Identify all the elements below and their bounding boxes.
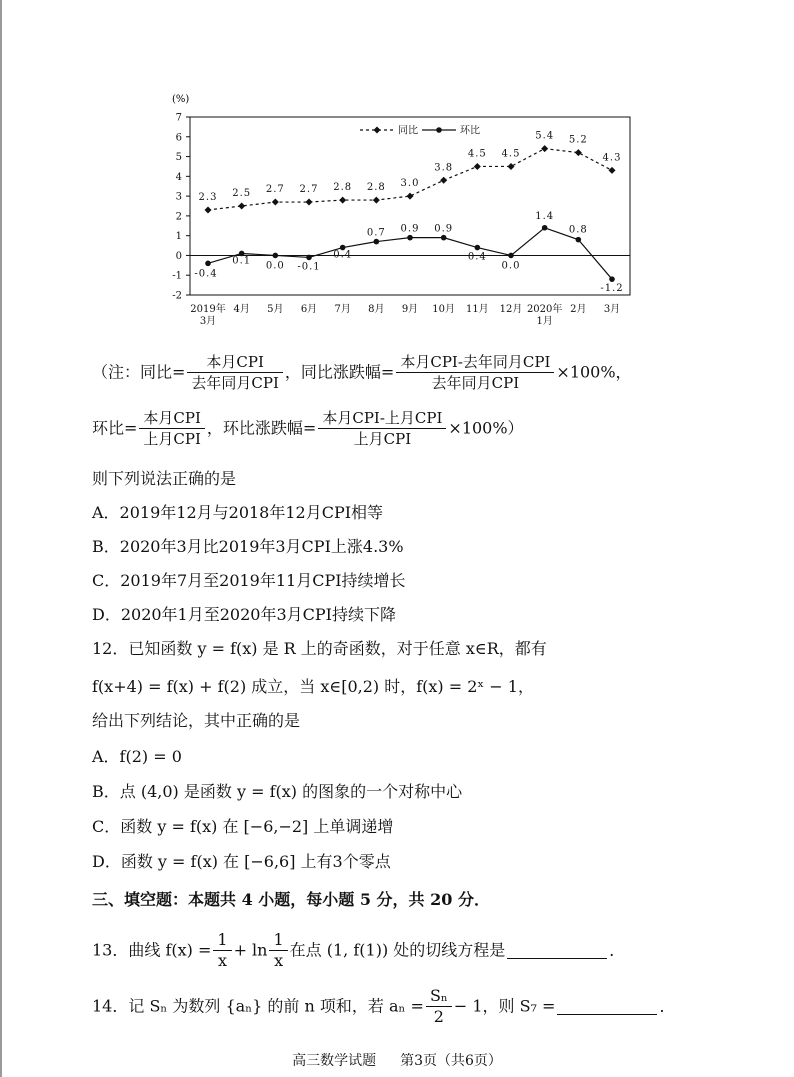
q13-fraction-1: $\frac{1}{x}$ bbox=[213, 930, 231, 971]
x-tick-label: 2月 bbox=[570, 304, 587, 315]
note-open: （注：同比= bbox=[92, 362, 186, 382]
data-point-tongbi bbox=[474, 163, 481, 170]
x-tick-label: 6月 bbox=[300, 304, 318, 315]
q14-fraction: $\frac{\text{Sₙ}}{2}$ bbox=[426, 986, 452, 1027]
plot-frame bbox=[190, 117, 630, 295]
huanbi-prefix: 环比= bbox=[92, 418, 138, 438]
note-line-1 bbox=[92, 352, 632, 398]
data-point-tongbi bbox=[407, 193, 414, 200]
note-tail-2: ×100%） bbox=[448, 418, 524, 438]
q12-option-d: D．函数 y = f(x) 在 [−6,6] 上有3个零点 bbox=[92, 852, 391, 871]
data-point-tongbi bbox=[440, 177, 447, 184]
q14: 14．记 Sₙ 为数列 {aₙ} 的前 n 项和，若 aₙ = $\frac{\text{Sₙ}}{2}$ − 1，则 S₇ = ． bbox=[92, 986, 676, 1026]
data-label-huanbi: 0.0 bbox=[265, 260, 285, 272]
data-point-huanbi bbox=[441, 235, 447, 241]
data-point-tongbi bbox=[541, 145, 548, 152]
data-label-tongbi: 4.5 bbox=[467, 148, 487, 160]
y-axis-unit-label: (%) bbox=[172, 94, 190, 105]
q12-option-c: C．函数 y = f(x) 在 [−6,−2] 上单调递增 bbox=[92, 817, 394, 836]
y-tick-label: 6 bbox=[175, 132, 182, 144]
x-tick-label: 7月 bbox=[334, 304, 351, 315]
data-point-huanbi bbox=[609, 276, 615, 282]
y-tick-label: 1 bbox=[175, 231, 182, 243]
data-label-huanbi: -1.2 bbox=[600, 283, 624, 295]
x-tick-label: 2019年 bbox=[190, 304, 226, 315]
page-footer bbox=[0, 1050, 794, 1070]
data-label-huanbi: 0.9 bbox=[400, 223, 420, 235]
data-point-tongbi bbox=[272, 199, 279, 206]
chart-series bbox=[194, 131, 623, 295]
x-tick-label: 3月 bbox=[199, 316, 217, 327]
data-label-huanbi: 0.9 bbox=[434, 223, 454, 235]
q12-option-b: B．点 (4,0) 是函数 y = f(x) 的图象的一个对称中心 bbox=[92, 782, 463, 801]
y-tick-label: -2 bbox=[172, 290, 182, 302]
data-point-huanbi bbox=[374, 239, 380, 245]
x-tick-label: 2020年 bbox=[526, 304, 563, 315]
data-label-tongbi: 2.8 bbox=[366, 182, 386, 194]
footer-page-number: 第3页（共6页） bbox=[400, 1053, 502, 1069]
y-tick-label: 7 bbox=[175, 112, 182, 124]
x-axis-ticks bbox=[190, 302, 620, 327]
x-tick-label: 9月 bbox=[401, 304, 419, 315]
data-label-huanbi: 0.8 bbox=[568, 224, 588, 236]
q11-option-d: D．2020年1月至2020年3月CPI持续下降 bbox=[92, 605, 396, 624]
x-tick-label: 4月 bbox=[233, 304, 250, 315]
data-label-huanbi: 0.4 bbox=[333, 249, 353, 261]
x-tick-label: 5月 bbox=[267, 304, 284, 315]
data-label-tongbi: 3.8 bbox=[434, 162, 454, 174]
y-tick-label: 3 bbox=[175, 191, 182, 203]
q13: 13．曲线 f(x) = $\frac{1}{x}$ + ln $\frac{1}{x}$ 在点 (1, f(1)) 处的切线方程是 ． bbox=[92, 930, 626, 970]
chart-legend bbox=[360, 124, 480, 137]
data-point-tongbi bbox=[339, 197, 346, 204]
q12-line-1: 12．已知函数 y = f(x) 是 R 上的奇函数，对于任意 x∈R，都有 bbox=[92, 639, 547, 658]
data-label-tongbi: 2.5 bbox=[232, 188, 252, 199]
x-tick-label: 3月 bbox=[603, 304, 621, 315]
y-tick-label: 0 bbox=[175, 250, 182, 262]
data-point-huanbi bbox=[576, 237, 582, 243]
data-point-tongbi bbox=[238, 203, 245, 210]
legend-label-tongbi: 同比 bbox=[398, 125, 418, 137]
q11-stem: 则下列说法正确的是 bbox=[92, 469, 237, 488]
data-label-tongbi: 2.8 bbox=[333, 182, 353, 194]
data-point-huanbi bbox=[273, 253, 279, 259]
data-label-tongbi: 2.3 bbox=[198, 191, 218, 203]
data-point-huanbi bbox=[508, 253, 514, 259]
q11-option-a: A．2019年12月与2018年12月CPI相等 bbox=[92, 503, 384, 522]
y-tick-label: -1 bbox=[172, 270, 182, 282]
y-tick-label: 4 bbox=[175, 171, 182, 183]
q14-answer-blank[interactable] bbox=[557, 998, 657, 1015]
data-point-huanbi bbox=[306, 255, 312, 261]
huanbi-fraction: $\frac{\text{本月CPI}}{\text{上月CPI}}$ bbox=[139, 408, 205, 449]
section-3-heading: 三、填空题：本题共 4 小题，每小题 5 分，共 20 分． bbox=[92, 890, 490, 909]
tongbi-change-fraction: $\frac{\text{本月CPI-去年同月CPI}}{\text{去年同月CPI}}$ bbox=[396, 352, 554, 393]
note-mid-1: ，同比涨跌幅= bbox=[284, 362, 395, 382]
cpi-line-chart bbox=[0, 0, 794, 340]
y-tick-label: 2 bbox=[175, 211, 182, 223]
q11-option-c: C．2019年7月至2019年11月CPI持续增长 bbox=[92, 571, 406, 590]
data-label-tongbi: 4.3 bbox=[602, 152, 622, 164]
data-label-huanbi: 0.4 bbox=[467, 251, 487, 263]
tongbi-fraction: $\frac{\text{本月CPI}}{\text{去年同月CPI}}$ bbox=[187, 352, 283, 393]
legend-marker-huanbi bbox=[436, 127, 442, 133]
x-tick-label: 10月 bbox=[432, 304, 456, 315]
data-label-huanbi: 0.1 bbox=[232, 255, 252, 267]
data-point-huanbi bbox=[407, 235, 413, 241]
data-label-huanbi: 1.4 bbox=[535, 210, 555, 222]
data-label-huanbi: 0.0 bbox=[501, 260, 521, 272]
data-label-tongbi: 3.0 bbox=[400, 178, 420, 190]
data-label-tongbi: 5.4 bbox=[535, 130, 555, 142]
data-point-huanbi bbox=[542, 225, 548, 231]
data-label-huanbi: -0.1 bbox=[297, 261, 321, 273]
x-tick-label: 12月 bbox=[499, 304, 523, 315]
note-tail-1: ×100%， bbox=[556, 362, 632, 382]
data-label-huanbi: 0.7 bbox=[366, 227, 386, 239]
q13-answer-blank[interactable] bbox=[507, 942, 607, 959]
q12-option-a: A．f(2) = 0 bbox=[92, 747, 182, 766]
footer-subject: 高三数学试题 bbox=[292, 1053, 377, 1069]
q12-stem: 给出下列结论，其中正确的是 bbox=[92, 711, 301, 730]
data-label-huanbi: -0.4 bbox=[194, 268, 218, 280]
data-point-huanbi bbox=[205, 261, 211, 267]
data-point-tongbi bbox=[205, 206, 212, 213]
data-label-tongbi: 5.2 bbox=[568, 134, 588, 146]
data-point-tongbi bbox=[306, 199, 313, 206]
legend-label-huanbi: 环比 bbox=[460, 125, 480, 137]
x-tick-label: 8月 bbox=[368, 304, 385, 315]
data-label-tongbi: 2.7 bbox=[265, 184, 285, 196]
y-tick-label: 5 bbox=[175, 152, 182, 164]
q11-option-b: B．2020年3月比2019年3月CPI上涨4.3% bbox=[92, 537, 404, 556]
huanbi-change-fraction: $\frac{\text{本月CPI-上月CPI}}{\text{上月CPI}}$ bbox=[318, 408, 446, 449]
data-label-tongbi: 2.7 bbox=[299, 184, 319, 196]
x-tick-label: 11月 bbox=[465, 304, 489, 315]
note-line-2 bbox=[92, 408, 524, 454]
data-point-tongbi bbox=[609, 167, 616, 174]
data-label-tongbi: 4.5 bbox=[501, 148, 521, 160]
data-point-tongbi bbox=[373, 197, 380, 204]
data-point-huanbi bbox=[475, 245, 481, 251]
data-point-tongbi bbox=[575, 149, 582, 156]
data-point-tongbi bbox=[508, 163, 515, 170]
q12-line-2: f(x+4) = f(x) + f(2) 成立，当 x∈[0,2) 时，f(x) = 2ˣ − 1， bbox=[92, 677, 534, 696]
note-mid-2: ，环比涨跌幅= bbox=[206, 418, 317, 438]
q13-fraction-2: $\frac{1}{x}$ bbox=[269, 930, 287, 971]
legend-marker-tongbi bbox=[374, 127, 381, 134]
x-tick-label: 1月 bbox=[536, 316, 553, 327]
